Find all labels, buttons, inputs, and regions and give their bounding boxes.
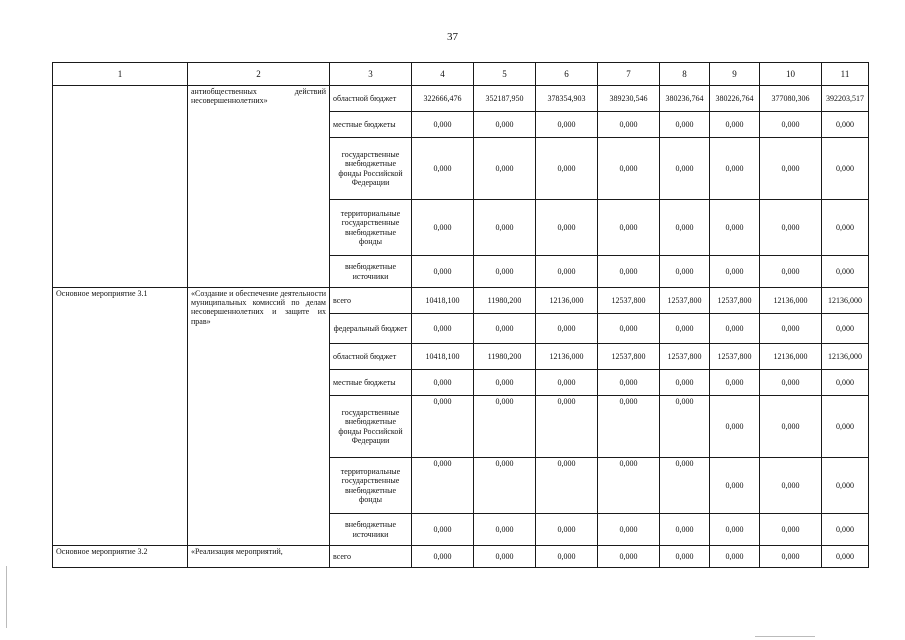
value-cell: 0,000 — [598, 138, 660, 200]
value-cell: 12136,000 — [536, 344, 598, 370]
value-cell: 0,000 — [760, 546, 822, 568]
value-cell: 0,000 — [412, 256, 474, 288]
measure-cell: Основное мероприятие 3.2 — [53, 546, 188, 568]
value-cell: 0,000 — [710, 546, 760, 568]
value-cell: 0,000 — [412, 514, 474, 546]
value-cell: 0,000 — [474, 546, 536, 568]
description-cell: «Создание и обеспечение деятельности муниципальных комиссий по делам несовершеннолетних и защите их прав» — [188, 288, 330, 546]
value-cell: 0,000 — [710, 314, 760, 344]
value-cell: 0,000 — [660, 256, 710, 288]
value-cell: 0,000 — [598, 256, 660, 288]
value-cell: 352187,950 — [474, 86, 536, 112]
value-cell: 10418,100 — [412, 288, 474, 314]
funding-source-cell: внебюджетные источники — [330, 256, 412, 288]
value-cell: 0,000 — [474, 314, 536, 344]
value-cell: 0,000 — [822, 112, 869, 138]
measure-cell: Основное мероприятие 3.1 — [53, 288, 188, 546]
funding-source-cell: внебюджетные источники — [330, 514, 412, 546]
funding-source-cell: областной бюджет — [330, 86, 412, 112]
value-cell: 0,000 — [660, 138, 710, 200]
value-cell: 12537,800 — [710, 288, 760, 314]
value-cell: 380236,764 — [660, 86, 710, 112]
value-cell: 0,000 — [474, 514, 536, 546]
column-header-10: 10 — [760, 63, 822, 86]
value-cell: 377080,306 — [760, 86, 822, 112]
funding-source-cell: государственные внебюджетные фонды Российской Федерации — [330, 138, 412, 200]
value-cell: 0,000 — [710, 138, 760, 200]
column-header-8: 8 — [660, 63, 710, 86]
value-cell: 378354,903 — [536, 86, 598, 112]
value-cell: 0,000 — [598, 200, 660, 256]
table-row — [53, 288, 869, 314]
value-cell: 0,000 — [536, 112, 598, 138]
value-cell: 0,000 — [536, 396, 598, 458]
value-cell: 10418,100 — [412, 344, 474, 370]
value-cell: 0,000 — [822, 256, 869, 288]
value-cell: 0,000 — [822, 314, 869, 344]
value-cell: 0,000 — [598, 514, 660, 546]
value-cell: 0,000 — [760, 514, 822, 546]
funding-source-cell: местные бюджеты — [330, 112, 412, 138]
value-cell: 0,000 — [822, 396, 869, 458]
column-header-2: 2 — [188, 63, 330, 86]
value-cell: 0,000 — [536, 458, 598, 514]
table-row — [53, 546, 869, 568]
value-cell: 0,000 — [760, 256, 822, 288]
funding-source-cell: территориальные государственные внебюджетные фонды — [330, 458, 412, 514]
value-cell: 0,000 — [760, 138, 822, 200]
value-cell: 0,000 — [598, 370, 660, 396]
column-header-9: 9 — [710, 63, 760, 86]
value-cell: 0,000 — [598, 458, 660, 514]
value-cell: 11980,200 — [474, 288, 536, 314]
value-cell: 0,000 — [760, 200, 822, 256]
table-body — [53, 86, 869, 568]
value-cell: 12136,000 — [760, 288, 822, 314]
value-cell: 0,000 — [760, 112, 822, 138]
column-header-1: 1 — [53, 63, 188, 86]
funding-source-cell: всего — [330, 288, 412, 314]
page-number: 37 — [447, 31, 458, 43]
value-cell: 0,000 — [660, 458, 710, 514]
value-cell: 11980,200 — [474, 344, 536, 370]
funding-source-cell: местные бюджеты — [330, 370, 412, 396]
column-header-7: 7 — [598, 63, 660, 86]
value-cell: 0,000 — [474, 112, 536, 138]
value-cell: 0,000 — [598, 546, 660, 568]
column-header-11: 11 — [822, 63, 869, 86]
budget-table — [52, 62, 869, 568]
value-cell: 0,000 — [660, 546, 710, 568]
value-cell: 0,000 — [660, 200, 710, 256]
column-header-3: 3 — [330, 63, 412, 86]
value-cell: 0,000 — [412, 370, 474, 396]
funding-source-cell: территориальные государственные внебюджетные фонды — [330, 200, 412, 256]
value-cell: 0,000 — [536, 546, 598, 568]
value-cell: 0,000 — [536, 256, 598, 288]
value-cell: 0,000 — [660, 396, 710, 458]
value-cell: 0,000 — [536, 514, 598, 546]
value-cell: 0,000 — [412, 546, 474, 568]
table-row — [53, 86, 869, 112]
value-cell: 0,000 — [760, 314, 822, 344]
value-cell: 0,000 — [822, 458, 869, 514]
value-cell: 389230,546 — [598, 86, 660, 112]
value-cell: 0,000 — [822, 200, 869, 256]
value-cell: 0,000 — [474, 396, 536, 458]
value-cell: 12136,000 — [536, 288, 598, 314]
value-cell: 0,000 — [474, 458, 536, 514]
value-cell: 12537,800 — [660, 344, 710, 370]
value-cell: 0,000 — [710, 458, 760, 514]
value-cell: 0,000 — [412, 314, 474, 344]
column-header-6: 6 — [536, 63, 598, 86]
value-cell: 0,000 — [760, 458, 822, 514]
funding-source-cell: государственные внебюджетные фонды Российской Федерации — [330, 396, 412, 458]
table-header — [53, 63, 869, 86]
value-cell: 0,000 — [710, 200, 760, 256]
value-cell: 0,000 — [412, 396, 474, 458]
value-cell: 12537,800 — [710, 344, 760, 370]
value-cell: 0,000 — [710, 370, 760, 396]
value-cell: 0,000 — [474, 138, 536, 200]
value-cell: 0,000 — [412, 458, 474, 514]
column-header-5: 5 — [474, 63, 536, 86]
value-cell: 0,000 — [660, 514, 710, 546]
value-cell: 322666,476 — [412, 86, 474, 112]
value-cell: 12136,000 — [760, 344, 822, 370]
column-header-4: 4 — [412, 63, 474, 86]
value-cell: 0,000 — [660, 370, 710, 396]
value-cell: 0,000 — [536, 138, 598, 200]
value-cell: 0,000 — [474, 200, 536, 256]
value-cell: 12537,800 — [598, 344, 660, 370]
value-cell: 0,000 — [822, 514, 869, 546]
value-cell: 0,000 — [710, 112, 760, 138]
description-cell: антиобщественных действий несовершеннолетних» — [188, 86, 330, 288]
value-cell: 0,000 — [710, 514, 760, 546]
value-cell: 0,000 — [598, 112, 660, 138]
value-cell: 380226,764 — [710, 86, 760, 112]
value-cell: 0,000 — [474, 370, 536, 396]
funding-source-cell: федеральный бюджет — [330, 314, 412, 344]
value-cell: 0,000 — [536, 200, 598, 256]
value-cell: 0,000 — [598, 314, 660, 344]
measure-cell — [53, 86, 188, 288]
funding-source-cell: областной бюджет — [330, 344, 412, 370]
value-cell: 0,000 — [822, 138, 869, 200]
scan-mark-bottom — [755, 636, 815, 637]
value-cell: 0,000 — [412, 138, 474, 200]
value-cell: 0,000 — [598, 396, 660, 458]
value-cell: 0,000 — [760, 396, 822, 458]
value-cell: 0,000 — [822, 546, 869, 568]
value-cell: 0,000 — [710, 256, 760, 288]
value-cell: 12136,000 — [822, 344, 869, 370]
value-cell: 0,000 — [660, 314, 710, 344]
funding-source-cell: всего — [330, 546, 412, 568]
value-cell: 0,000 — [536, 370, 598, 396]
value-cell: 0,000 — [474, 256, 536, 288]
value-cell: 12136,000 — [822, 288, 869, 314]
value-cell: 12537,800 — [660, 288, 710, 314]
value-cell: 392203,517 — [822, 86, 869, 112]
value-cell: 0,000 — [710, 396, 760, 458]
scan-mark-left — [6, 566, 7, 628]
value-cell: 0,000 — [536, 314, 598, 344]
description-cell: «Реализация мероприятий, — [188, 546, 330, 568]
value-cell: 0,000 — [412, 200, 474, 256]
value-cell: 0,000 — [760, 370, 822, 396]
value-cell: 12537,800 — [598, 288, 660, 314]
header-row — [53, 63, 869, 86]
value-cell: 0,000 — [412, 112, 474, 138]
value-cell: 0,000 — [822, 370, 869, 396]
value-cell: 0,000 — [660, 112, 710, 138]
